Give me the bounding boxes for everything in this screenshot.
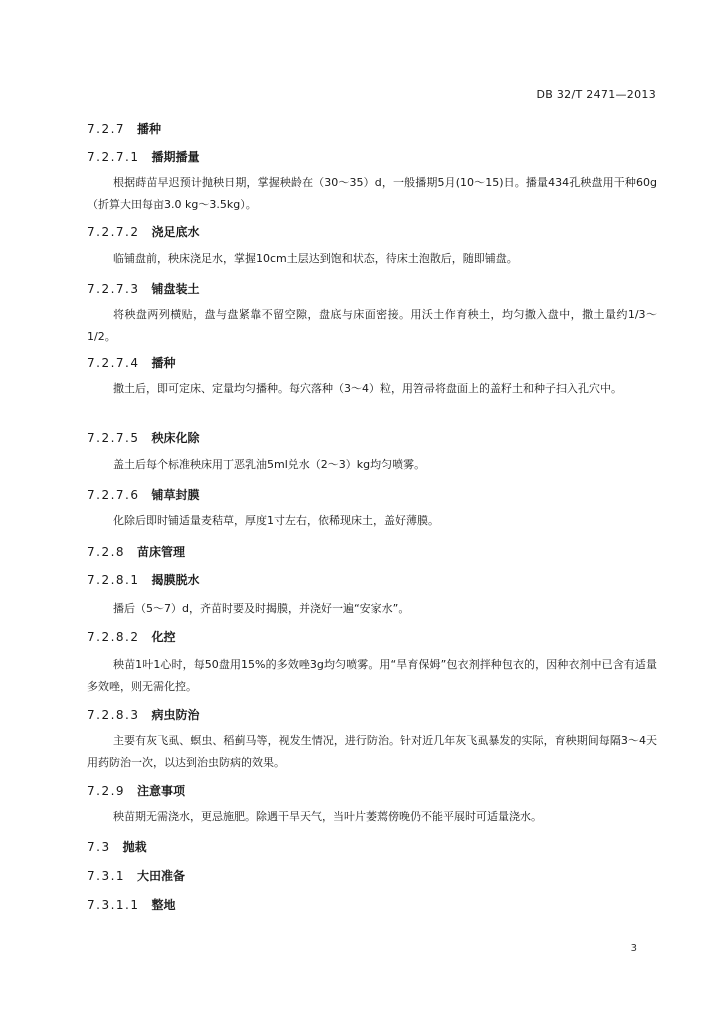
paragraph: 化除后即时铺适量麦秸草，厚度1寸左右，依稀现床土，盖好薄膜。 [113, 514, 439, 527]
paragraph: 根据蒔苗早迟预计抛秧日期，掌握秧龄在（30～35）d，一般播期5月(10～15)日。播量434孔秧盘用干种60g（折算大田每亩3.0 kg～3.5kg）。 [87, 176, 657, 211]
section-heading: 7.3.1 大田准备 [87, 869, 186, 883]
paragraph: 盖土后每个标准秧床用丁恶乳油5ml兑水（2～3）kg均匀喷雾。 [113, 458, 426, 471]
paragraph: 将秧盘两列横贴，盘与盘紧靠不留空隙，盘底与床面密接。用沃土作育秧土，均匀撒入盘中，撒土量约1/3～1/2。 [87, 308, 657, 343]
section-heading: 7.2.7.4 播种 [87, 356, 176, 370]
paragraph: 播后（5～7）d，齐苗时要及时揭膜，并浇好一遍“安家水”。 [113, 602, 410, 615]
section-heading: 7.2.7.1 播期播量 [87, 150, 200, 164]
paragraph: 主要有灰飞虱、螟虫、稻蓟马等，视发生情况，进行防治。针对近几年灰飞虱暴发的实际，育秧期间每隔3～4天用药防治一次，以达到治虫防病的效果。 [87, 734, 657, 769]
paragraph: 秧苗1叶1心时，每50盘用15%的多效唑3g均匀喷雾。用“旱育保姆”包衣剂拌种包衣的，因种衣剂中已含有适量多效唑，则无需化控。 [87, 658, 657, 693]
paragraph: 撒土后，即可定床、定量均匀播种。每穴落种（3～4）粒，用笤帚将盘面上的盖籽土和种子扫入孔穴中。 [113, 382, 622, 395]
section-heading: 7.2.8.1 揭膜脱水 [87, 573, 200, 587]
section-heading: 7.2.7.2 浇足底水 [87, 225, 200, 239]
paragraph: 秧苗期无需浇水，更忌施肥。除遇干旱天气，当叶片萎蔫傍晚仍不能平展时可适量浇水。 [113, 810, 542, 823]
section-heading: 7.2.8 苗床管理 [87, 545, 186, 559]
doc-code: DB 32/T 2471—2013 [536, 88, 656, 101]
section-heading: 7.2.7.3 铺盘装土 [87, 282, 200, 296]
section-heading: 7.3 抛栽 [87, 840, 147, 854]
section-heading: 7.2.7.6 铺草封膜 [87, 488, 200, 502]
section-heading: 7.2.8.3 病虫防治 [87, 708, 200, 722]
section-heading: 7.2.7.5 秧床化除 [87, 431, 200, 445]
section-heading: 7.2.7 播种 [87, 122, 162, 136]
section-heading: 7.3.1.1 整地 [87, 898, 176, 912]
paragraph: 临铺盘前，秧床浇足水，掌握10cm土层达到饱和状态，待床土泡散后，随即铺盘。 [113, 252, 518, 265]
section-heading: 7.2.9 注意事项 [87, 784, 186, 798]
page-number: 3 [630, 943, 637, 954]
section-heading: 7.2.8.2 化控 [87, 630, 176, 644]
